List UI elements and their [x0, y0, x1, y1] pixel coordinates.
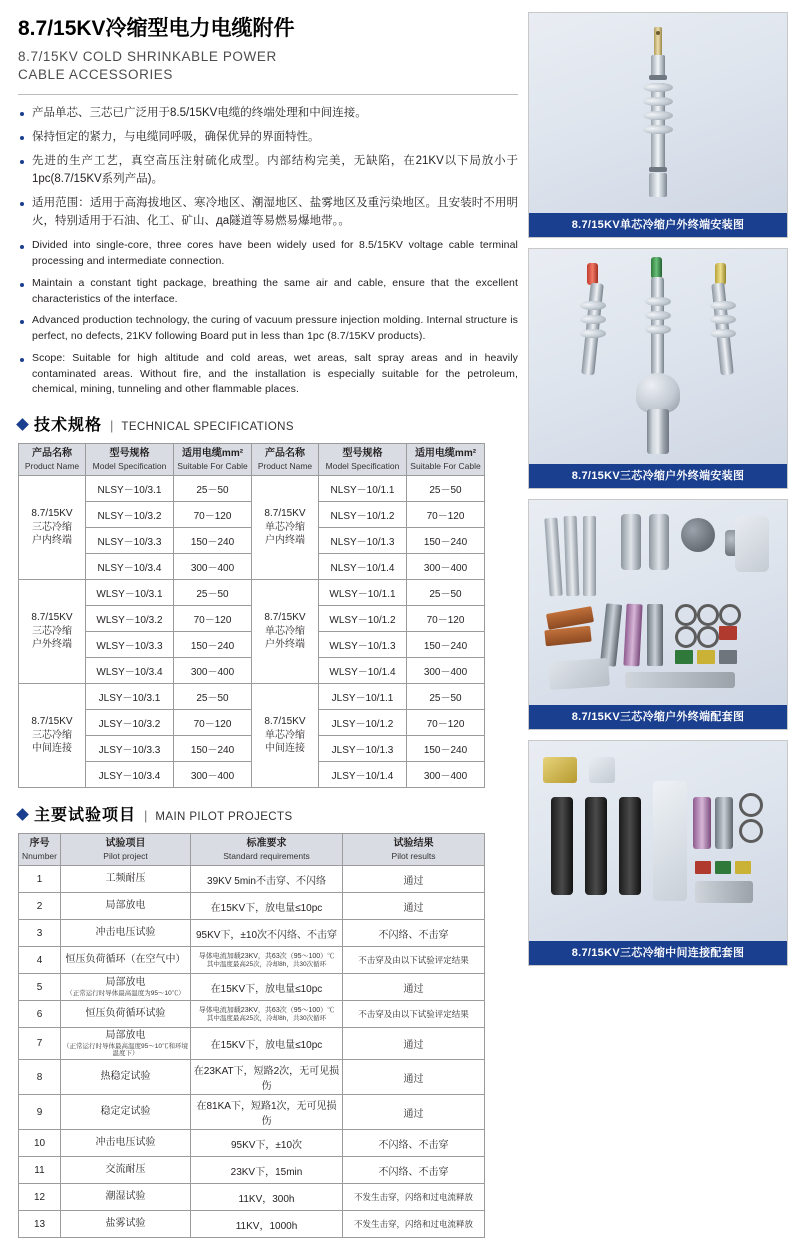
cell-suitable-cable: 150－240 — [407, 528, 485, 554]
left-column — [18, 10, 518, 1232]
cell-pilot-result: 不闪络、不击穿 — [343, 1130, 485, 1157]
kit-o-ring — [697, 604, 719, 626]
diamond-bullet-icon — [16, 808, 29, 821]
cell-standard-requirement: 39KV 5min不击穿、不闪络 — [191, 866, 343, 893]
cell-number: 12 — [19, 1184, 61, 1211]
three-core-intermediate-joint-kit-photo — [529, 741, 787, 941]
intro-item-en: Scope: Suitable for high altitude and cold areas, wet areas, salt spray areas and in heavily contaminated areas. Without fire, and the installation is especially suitable for the petroleum, chemical, mining, tunneling and other flammable places. — [18, 351, 518, 398]
technical-specifications-body — [19, 476, 485, 788]
kit-misc-part — [719, 650, 737, 664]
column-header-cn: 标准要求 — [246, 838, 287, 850]
shed-skirt — [643, 83, 673, 92]
cell-pilot-project: 热稳定试验 — [61, 1060, 191, 1095]
kit-tape-roll — [715, 797, 733, 849]
photo-caption: 8.7/15KV三芯冷缩中间连接配套图 — [529, 941, 787, 965]
cell-product-name: 8.7/15KV 三芯冷缩 中间连接 — [19, 684, 86, 788]
cell-pilot-result: 不击穿及由以下试验评定结果 — [343, 1001, 485, 1028]
cell-model-specification: JLSY－10/3.1 — [86, 684, 174, 710]
cell-model-specification: NLSY－10/1.3 — [319, 528, 407, 554]
cell-number: 13 — [19, 1211, 61, 1238]
shed-skirt — [645, 325, 671, 334]
shed-skirt — [710, 315, 736, 324]
kit-clear-bag — [653, 781, 687, 901]
main-cable — [647, 409, 669, 454]
cell-standard-requirement: 在15KV下，放电量≤10pc — [191, 1028, 343, 1060]
cell-suitable-cable: 70－120 — [407, 606, 485, 632]
cell-pilot-project: 盐雾试验 — [61, 1211, 191, 1238]
phase-marker-yellow — [715, 263, 726, 285]
single-core-outdoor-termination-photo — [529, 13, 787, 213]
kit-insulator — [649, 514, 669, 570]
column-header-cn: 序号 — [29, 838, 50, 850]
cell-model-specification: NLSY－10/3.1 — [86, 476, 174, 502]
cell-suitable-cable: 70－120 — [407, 710, 485, 736]
table-header-row — [19, 444, 485, 476]
cell-product-name: 8.7/15KV 单芯冷缩 中间连接 — [252, 684, 319, 788]
table-row — [19, 580, 485, 606]
cell-suitable-cable: 25－50 — [407, 476, 485, 502]
cell-suitable-cable: 300－400 — [407, 554, 485, 580]
cell-model-specification: JLSY－10/1.3 — [319, 736, 407, 762]
kit-o-ring — [675, 604, 697, 626]
cell-product-name: 8.7/15KV 单芯冷缩 户外终端 — [252, 580, 319, 684]
column-header-cn: 试验项目 — [105, 838, 146, 850]
cell-pilot-project: 恒压负荷循环（在空气中） — [61, 947, 191, 974]
table-row — [19, 947, 485, 974]
table-row — [19, 866, 485, 893]
cell-suitable-cable: 70－120 — [174, 606, 252, 632]
section-title-cn: 主要试验项目 — [34, 807, 137, 825]
kit-phase-tape-green — [715, 861, 731, 874]
cell-suitable-cable: 300－400 — [407, 762, 485, 788]
cell-suitable-cable: 300－400 — [174, 762, 252, 788]
column-header-model-specification-2 — [319, 444, 407, 476]
cell-product-name: 8.7/15KV 三芯冷缩 户外终端 — [19, 580, 86, 684]
cell-standard-requirement: 95KV下，±10次不闪络、不击穿 — [191, 920, 343, 947]
kit-tape-roll — [623, 604, 642, 667]
table-row — [19, 1157, 485, 1184]
kit-breakout-glove — [681, 518, 715, 552]
cell-model-specification: JLSY－10/1.1 — [319, 684, 407, 710]
cell-model-specification: NLSY－10/3.4 — [86, 554, 174, 580]
kit-tape-roll — [600, 603, 622, 666]
phase-marker-green — [651, 257, 662, 279]
technical-specifications-table — [18, 443, 485, 788]
photo-caption: 8.7/15KV三芯冷缩户外终端安装图 — [529, 464, 787, 488]
kit-tube — [564, 516, 580, 596]
cell-standard-requirement: 23KV下，15min — [191, 1157, 343, 1184]
column-header-cn: 试验结果 — [393, 838, 434, 850]
table-row — [19, 920, 485, 947]
column-header-suitable-cable-2 — [407, 444, 485, 476]
cell-model-specification: JLSY－10/1.4 — [319, 762, 407, 788]
joint-kit-parts-illustration — [529, 741, 787, 941]
cell-model-specification: JLSY－10/3.2 — [86, 710, 174, 736]
cell-model-specification: NLSY－10/1.1 — [319, 476, 407, 502]
column-header-en: Product Name — [24, 460, 80, 471]
shed-skirt — [645, 311, 671, 320]
column-header-cn: 适用电缆mm² — [181, 448, 244, 460]
cell-model-specification: JLSY－10/3.3 — [86, 736, 174, 762]
table-row — [19, 1184, 485, 1211]
main-pilot-projects-body — [19, 866, 485, 1238]
intro-list-en — [18, 238, 518, 398]
table-header-row — [19, 834, 485, 866]
cell-number: 8 — [19, 1060, 61, 1095]
cell-number: 3 — [19, 920, 61, 947]
cell-model-specification: NLSY－10/1.4 — [319, 554, 407, 580]
kit-tape-roll — [647, 604, 663, 666]
photo-caption: 8.7/15KV单芯冷缩户外终端安装图 — [529, 213, 787, 237]
column-header-suitable-cable — [174, 444, 252, 476]
cell-standard-requirement: 在15KV下，放电量≤10pc — [191, 974, 343, 1001]
cell-product-name: 8.7/15KV 三芯冷缩 户内终端 — [19, 476, 86, 580]
cell-standard-requirement: 在15KV下，放电量≤10pc — [191, 893, 343, 920]
three-core-outdoor-termination-photo — [529, 249, 787, 464]
cell-model-specification: WLSY－10/3.2 — [86, 606, 174, 632]
three-core-illustration — [529, 249, 787, 464]
three-core-outdoor-termination-kit-photo — [529, 500, 787, 705]
shed-skirt — [580, 329, 606, 338]
column-header-en: Pilot project — [103, 850, 148, 861]
column-header-en: Standard requirements — [223, 850, 310, 861]
intro-item-en: Advanced production technology, the curing of vacuum pressure injection molding. Internal structure is perfect, no defects, 21KV following Board put in less than 1pc (8.7/15KV products). — [18, 313, 518, 345]
page-title-en-line2: CABLE ACCESSORIES — [18, 67, 174, 83]
column-header-en: Suitable For Cable — [410, 460, 481, 471]
kit-black-tube — [551, 797, 573, 895]
cell-pilot-project: 冲击电压试验 — [61, 1130, 191, 1157]
cell-pilot-project: 交流耐压 — [61, 1157, 191, 1184]
shed-skirt — [580, 315, 606, 324]
shed-skirt — [643, 125, 673, 134]
cell-model-specification: WLSY－10/1.2 — [319, 606, 407, 632]
column-header-product-name — [19, 444, 86, 476]
cell-pilot-project: 局部放电 （正常运行时导体最高温度95～10℃和环境温度下） — [61, 1028, 191, 1060]
cell-suitable-cable: 70－120 — [174, 502, 252, 528]
cell-suitable-cable: 300－400 — [174, 658, 252, 684]
shed-skirt — [643, 97, 673, 106]
kit-parts-illustration — [529, 500, 787, 705]
kit-sealing-mastic — [543, 757, 577, 783]
cell-number: 6 — [19, 1001, 61, 1028]
intro-item-cn: 先进的生产工艺，真空高压注射硫化成型。内部结构完美，无缺陷，在21KV以下局放小于1pc(8.7/15KV系列产品)。 — [18, 153, 518, 189]
table-row — [19, 1001, 485, 1028]
column-header-en: Suitable For Cable — [177, 460, 248, 471]
termination-illustration — [645, 27, 671, 197]
kit-phase-tape-red — [719, 626, 737, 640]
photo-card-single-core-outdoor — [528, 12, 788, 238]
page-title-en — [18, 48, 518, 84]
table-row — [19, 1130, 485, 1157]
right-column — [528, 10, 788, 973]
cell-suitable-cable: 25－50 — [174, 580, 252, 606]
cable-end — [649, 173, 667, 197]
column-header-model-specification — [86, 444, 174, 476]
column-header-number — [19, 834, 61, 866]
shed-skirt — [580, 301, 606, 310]
table-row — [19, 893, 485, 920]
upper-tube — [651, 55, 665, 77]
cell-suitable-cable: 25－50 — [407, 580, 485, 606]
kit-instruction-sheet — [548, 658, 610, 690]
table-row — [19, 1211, 485, 1238]
shed-skirt — [643, 111, 673, 120]
column-header-pilot-project — [61, 834, 191, 866]
cell-suitable-cable: 25－50 — [174, 476, 252, 502]
kit-black-tube — [585, 797, 607, 895]
cell-pilot-project: 恒压负荷循环试验 — [61, 1001, 191, 1028]
kit-small-box — [589, 757, 615, 783]
cell-pilot-project: 工频耐压 — [61, 866, 191, 893]
sealing-band — [649, 75, 667, 80]
cell-pilot-result: 不发生击穿，闪络和过电流释放 — [343, 1184, 485, 1211]
cell-pilot-result: 通过 — [343, 866, 485, 893]
kit-ground-braid — [695, 881, 753, 903]
column-header-cn: 产品名称 — [32, 448, 72, 460]
kit-tape-roll — [693, 797, 711, 849]
cell-model-specification: NLSY－10/3.3 — [86, 528, 174, 554]
cell-model-specification: WLSY－10/1.1 — [319, 580, 407, 606]
column-header-en: Pilot results — [391, 850, 436, 861]
intro-item-cn: 适用范围：适用于高海拔地区、寒冷地区、潮湿地区、盐雾地区及重污染地区。且安装时不用明火，特别适用于石油、化工、矿山、да隧道等易燃易爆地带。。 — [18, 195, 518, 231]
cell-model-specification: WLSY－10/3.4 — [86, 658, 174, 684]
cell-pilot-project: 潮湿试验 — [61, 1184, 191, 1211]
cell-number: 5 — [19, 974, 61, 1001]
cell-number: 2 — [19, 893, 61, 920]
cell-suitable-cable: 150－240 — [407, 736, 485, 762]
cell-number: 10 — [19, 1130, 61, 1157]
cell-model-specification: WLSY－10/1.4 — [319, 658, 407, 684]
cell-model-specification: WLSY－10/3.3 — [86, 632, 174, 658]
cell-number: 4 — [19, 947, 61, 974]
page-title-en-line1: 8.7/15KV COLD SHRINKABLE POWER — [18, 49, 277, 64]
kit-tube — [544, 518, 562, 597]
kit-phase-tape-yellow — [697, 650, 715, 664]
shed-skirt — [710, 301, 736, 310]
cell-suitable-cable: 150－240 — [174, 632, 252, 658]
intro-item-cn: 产品单芯、三芯已广泛用于8.5/15KV电缆的终端处理和中间连接。 — [18, 105, 518, 123]
section-title-cn: 技术规格 — [34, 417, 103, 435]
kit-o-ring — [739, 793, 763, 817]
cell-model-specification: WLSY－10/3.1 — [86, 580, 174, 606]
column-header-cn: 型号规格 — [342, 448, 383, 460]
cell-suitable-cable: 70－120 — [407, 502, 485, 528]
cell-suitable-cable: 300－400 — [407, 658, 485, 684]
cell-pilot-result: 通过 — [343, 974, 485, 1001]
cell-pilot-result: 通过 — [343, 1028, 485, 1060]
title-divider — [18, 94, 518, 95]
cell-model-specification: NLSY－10/3.2 — [86, 502, 174, 528]
kit-glove-bag — [735, 516, 769, 572]
kit-insulator — [621, 514, 641, 570]
photo-card-three-core-outdoor — [528, 248, 788, 489]
intro-item-cn: 保持恒定的紧力，与电缆同呼吸，确保优异的界面特性。 — [18, 129, 518, 147]
cell-standard-requirement: 导体电流加载23KV，共63次（95～100）℃ 其中温度最高25次，冷却8h，共30次循环 — [191, 947, 343, 974]
intro-item-en: Divided into single-core, three cores have been widely used for 8.5/15KV voltage cable terminal processing and intermediate connection. — [18, 238, 518, 270]
column-header-cn: 产品名称 — [265, 448, 305, 460]
cell-standard-requirement: 在81KA下，短路1次，无可见损伤 — [191, 1095, 343, 1130]
cell-number: 1 — [19, 866, 61, 893]
diamond-bullet-icon — [16, 418, 29, 431]
cell-standard-requirement: 95KV下，±10次 — [191, 1130, 343, 1157]
section-title-en: MAIN PILOT PROJECTS — [155, 811, 293, 824]
kit-phase-tape-yellow — [735, 861, 751, 874]
column-header-cn: 型号规格 — [109, 448, 150, 460]
cell-model-specification: NLSY－10/1.2 — [319, 502, 407, 528]
cell-pilot-result: 不发生击穿，闪络和过电流释放 — [343, 1211, 485, 1238]
column-header-cn: 适用电缆mm² — [414, 448, 477, 460]
section-heading-technical-specifications — [18, 412, 518, 435]
cell-pilot-result: 不闪络、不击穿 — [343, 920, 485, 947]
cell-number: 7 — [19, 1028, 61, 1060]
section-separator: | — [144, 808, 148, 824]
kit-o-ring — [675, 626, 697, 648]
cell-suitable-cable: 25－50 — [174, 684, 252, 710]
cell-pilot-project: 局部放电 （正常运行时导体最高温度为95～10℃） — [61, 974, 191, 1001]
table-row — [19, 974, 485, 1001]
kit-phase-tape-red — [695, 861, 711, 874]
table-row — [19, 1028, 485, 1060]
cell-suitable-cable: 25－50 — [407, 684, 485, 710]
cell-model-specification: JLSY－10/1.2 — [319, 710, 407, 736]
main-pilot-projects-table — [18, 833, 485, 1238]
kit-copper-strip — [544, 626, 591, 647]
kit-phase-tape-green — [675, 650, 693, 664]
column-header-en: Model Specification — [92, 460, 167, 471]
cell-number: 11 — [19, 1157, 61, 1184]
column-header-pilot-results — [343, 834, 485, 866]
kit-o-ring — [739, 819, 763, 843]
cell-pilot-result: 通过 — [343, 1095, 485, 1130]
cell-pilot-project: 稳定定试验 — [61, 1095, 191, 1130]
cell-standard-requirement: 11KV，1000h — [191, 1211, 343, 1238]
kit-o-ring — [719, 604, 741, 626]
shed-skirt — [710, 329, 736, 338]
cell-pilot-result: 不击穿及由以下试验评定结果 — [343, 947, 485, 974]
photo-card-three-core-outdoor-kit — [528, 499, 788, 730]
cell-suitable-cable: 300－400 — [174, 554, 252, 580]
cell-product-name: 8.7/15KV 单芯冷缩 户内终端 — [252, 476, 319, 580]
sealing-band — [649, 167, 667, 172]
table-row — [19, 476, 485, 502]
cell-suitable-cable: 150－240 — [174, 528, 252, 554]
column-header-en: Product Name — [257, 460, 313, 471]
section-title-en: TECHNICAL SPECIFICATIONS — [121, 421, 294, 434]
cell-standard-requirement: 导体电流加载23KV，共63次（95～100）℃ 其中温度最高25次，冷却8h，共30次循环 — [191, 1001, 343, 1028]
cell-number: 9 — [19, 1095, 61, 1130]
phase-marker-red — [587, 263, 598, 285]
section-separator: | — [110, 418, 114, 434]
cell-pilot-project: 局部放电 — [61, 893, 191, 920]
cell-standard-requirement: 11KV，300h — [191, 1184, 343, 1211]
intro-list-cn — [18, 105, 518, 230]
page-title-cn: 8.7/15KV冷缩型电力电缆附件 — [18, 17, 295, 40]
cell-pilot-result: 通过 — [343, 1060, 485, 1095]
cell-pilot-result: 不闪络、不击穿 — [343, 1157, 485, 1184]
cell-model-specification: WLSY－10/1.3 — [319, 632, 407, 658]
photo-caption: 8.7/15KV三芯冷缩户外终端配套图 — [529, 705, 787, 729]
cell-standard-requirement: 在23KAT下，短路2次，无可见损伤 — [191, 1060, 343, 1095]
cell-suitable-cable: 70－120 — [174, 710, 252, 736]
cell-pilot-project: 冲击电压试验 — [61, 920, 191, 947]
intro-item-en: Maintain a constant tight package, breathing the same air and cable, ensure that the excellent characteristics of the interface. — [18, 276, 518, 308]
cell-suitable-cable: 150－240 — [407, 632, 485, 658]
section-heading-main-pilot-projects — [18, 802, 518, 825]
kit-black-tube — [619, 797, 641, 895]
column-header-standard-requirements — [191, 834, 343, 866]
shed-skirt — [645, 297, 671, 306]
photo-card-three-core-joint-kit — [528, 740, 788, 966]
kit-tube — [583, 516, 596, 596]
lug-hole-icon — [656, 31, 660, 35]
column-header-en: Nnumber — [22, 850, 57, 861]
breakout-glove — [636, 373, 680, 413]
table-row — [19, 684, 485, 710]
kit-o-ring — [697, 626, 719, 648]
table-row — [19, 1060, 485, 1095]
cell-pilot-result: 通过 — [343, 893, 485, 920]
column-header-product-name-2 — [252, 444, 319, 476]
kit-ground-braid — [625, 672, 735, 688]
cell-suitable-cable: 150－240 — [174, 736, 252, 762]
table-row — [19, 1095, 485, 1130]
cell-model-specification: JLSY－10/3.4 — [86, 762, 174, 788]
column-header-en: Model Specification — [325, 460, 400, 471]
